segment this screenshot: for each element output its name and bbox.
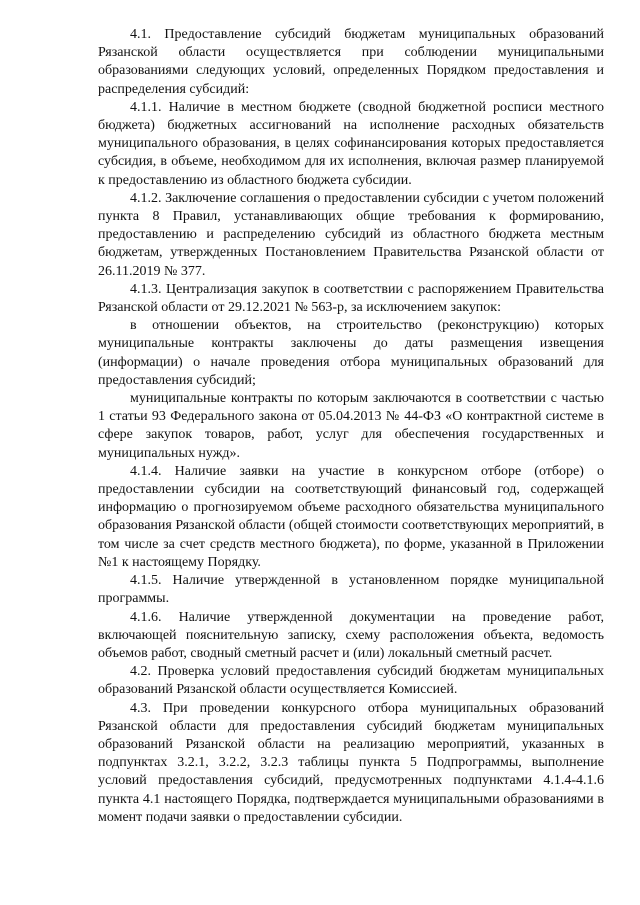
paragraph-4-2: 4.2. Проверка условий предоставления субсидий бюджетам муниципальных образований Рязанской области осуществляется Комиссией. [98, 664, 604, 698]
paragraph-4-1-2: 4.1.2. Заключение соглашения о предоставлении субсидии с учетом положений пункта 8 Правил, устанавливающих общие требования к формированию, предоставлению и распределению субсидий из областного бюджета местным бюджетам, утвержденных Постановлением Правительства Рязанской области от 26.11.2019 № 377. [98, 190, 604, 279]
paragraph-4-1-6: 4.1.6. Наличие утвержденной документации на проведение работ, включающей пояснительную записку, схему расположения объекта, ведомость объемов работ, сводный сметный расчет и (или) локальный сметный расчет. [98, 609, 604, 661]
paragraph-4-3: 4.3. При проведении конкурсного отбора муниципальных образований Рязанской области для предоставления субсидий бюджетам муниципальных образований Рязанской области на реализацию мероприятий, указанных в подпунктах 3.2.1, 3.2.2, 3.2.3 таблицы пункта 5 Подпрограммы, выполнение условий предоставления субсидий, предусмотренных подпунктами 4.1.4-4.1.6 пункта 4.1 настоящего Порядка, подтверждается муниципальными образованиями в момент подачи заявки о предоставлении субсидии. [98, 700, 604, 825]
paragraph-4-1-3: 4.1.3. Централизация закупок в соответствии с распоряжением Правительства Рязанской области от 29.12.2021 № 563-р, за исключением закупок: [98, 281, 604, 316]
paragraph-4-1-3-item-2: муниципальные контракты по которым заключаются в соответствии с частью 1 статьи 93 Федерального закона от 05.04.2013 № 44-ФЗ «О контрактной системе в сфере закупок товаров, работ, услуг для обеспечения государственных и муниципальных нужд». [98, 391, 604, 461]
paragraph-4-1-5: 4.1.5. Наличие утвержденной в установленном порядке муниципальной программы. [98, 573, 604, 607]
paragraph-4-1-3-item-1: в отношении объектов, на строительство (реконструкцию) которых муниципальные контракты заключены до даты размещения извещения (информации) о начале проведения отбора муниципальных образований для предоставления субсидий; [98, 318, 604, 388]
paragraph-4-1-4: 4.1.4. Наличие заявки на участие в конкурсном отборе (отборе) о предоставлении субсидии на соответствующий финансовый год, содержащей информацию о прогнозируемом объеме расходного обязательства муниципального образования Рязанской области (общей стоимости соответствующих мероприятий, в том числе за счет средств местного бюджета), по форме, указанной в Приложении №1 к настоящему Порядку. [98, 463, 604, 570]
paragraph-4-1-1: 4.1.1. Наличие в местном бюджете (сводной бюджетной росписи местного бюджета) бюджетных ассигнований на исполнение расходных обязательств муниципального образования, в целях софинансирования которых предоставляется субсидия, в объеме, необходимом для их исполнения, включая размер планируемой к предоставлению из областного бюджета субсидии. [98, 99, 604, 188]
paragraph-4-1: 4.1. Предоставление субсидий бюджетам муниципальных образований Рязанской области осуществляется при соблюдении муниципальными образованиями следующих условий, определенных Порядком предоставления и распределения субсидий: [98, 27, 604, 97]
document-body [98, 26, 604, 827]
